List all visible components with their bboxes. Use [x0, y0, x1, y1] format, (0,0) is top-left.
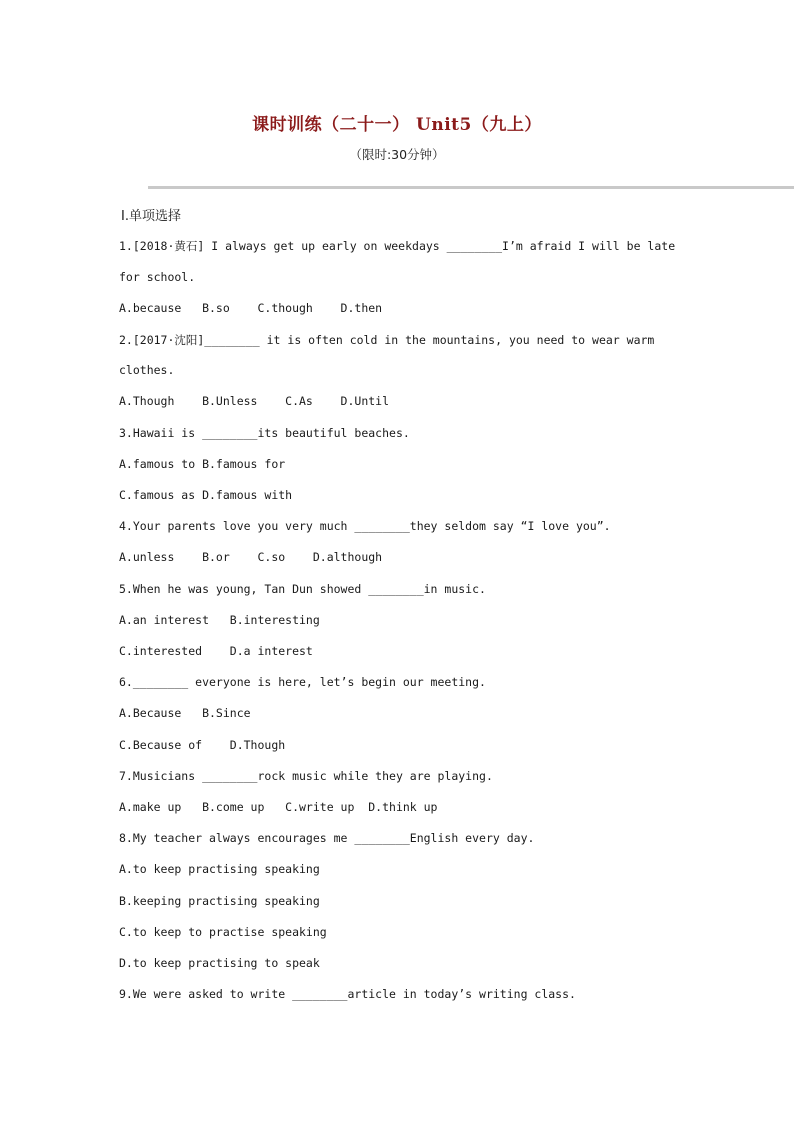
question-5-stem: 5.When he was young, Tan Dun showed ________in music. [119, 582, 486, 596]
question-9-stem: 9.We were asked to write ________article in today’s writing class. [119, 987, 576, 1001]
question-6-stem: 6.________ everyone is here, let’s begin our meeting. [119, 675, 486, 689]
question-8-option-b: B.keeping practising speaking [119, 894, 320, 908]
question-8-option-d: D.to keep practising to speak [119, 956, 320, 970]
time-limit-subtitle: （限时:30分钟） [349, 147, 445, 162]
question-4-stem: 4.Your parents love you very much ________they seldom say “I love you”. [119, 519, 611, 533]
question-2-line-2: clothes. [119, 363, 175, 377]
page-title: 课时训练（二十一） Unit5（九上） [252, 115, 542, 135]
question-8-option-a: A.to keep practising speaking [119, 862, 320, 876]
question-5-options-1: A.an interest B.interesting [119, 613, 320, 627]
header-divider [148, 186, 794, 189]
question-6-options-1: A.Because B.Since [119, 706, 251, 720]
question-1-options: A.because B.so C.though D.then [119, 301, 383, 315]
question-2-options: A.Though B.Unless C.As D.Until [119, 394, 390, 408]
section-heading: Ⅰ.单项选择 [121, 209, 181, 224]
question-8-option-c: C.to keep to practise speaking [119, 925, 327, 939]
question-4-options: A.unless B.or C.so D.although [119, 550, 383, 564]
question-1-line-1: 1.[2018·黄石] I always get up early on weekdays ________I’m afraid I will be late [119, 239, 676, 253]
question-3-options-1: A.famous to B.famous for [119, 457, 286, 471]
question-3-stem: 3.Hawaii is ________its beautiful beaches. [119, 426, 410, 440]
question-3-options-2: C.famous as D.famous with [119, 488, 293, 502]
question-8-stem: 8.My teacher always encourages me ________English every day. [119, 831, 535, 845]
question-7-stem: 7.Musicians ________rock music while they are playing. [119, 769, 493, 783]
question-2-line-1: 2.[2017·沈阳]________ it is often cold in the mountains, you need to wear warm [119, 333, 655, 347]
question-5-options-2: C.interested D.a interest [119, 644, 313, 658]
question-1-line-2: for school. [119, 270, 196, 284]
question-6-options-2: C.Because of D.Though [119, 738, 286, 752]
question-7-options: A.make up B.come up C.write up D.think up [119, 800, 438, 814]
